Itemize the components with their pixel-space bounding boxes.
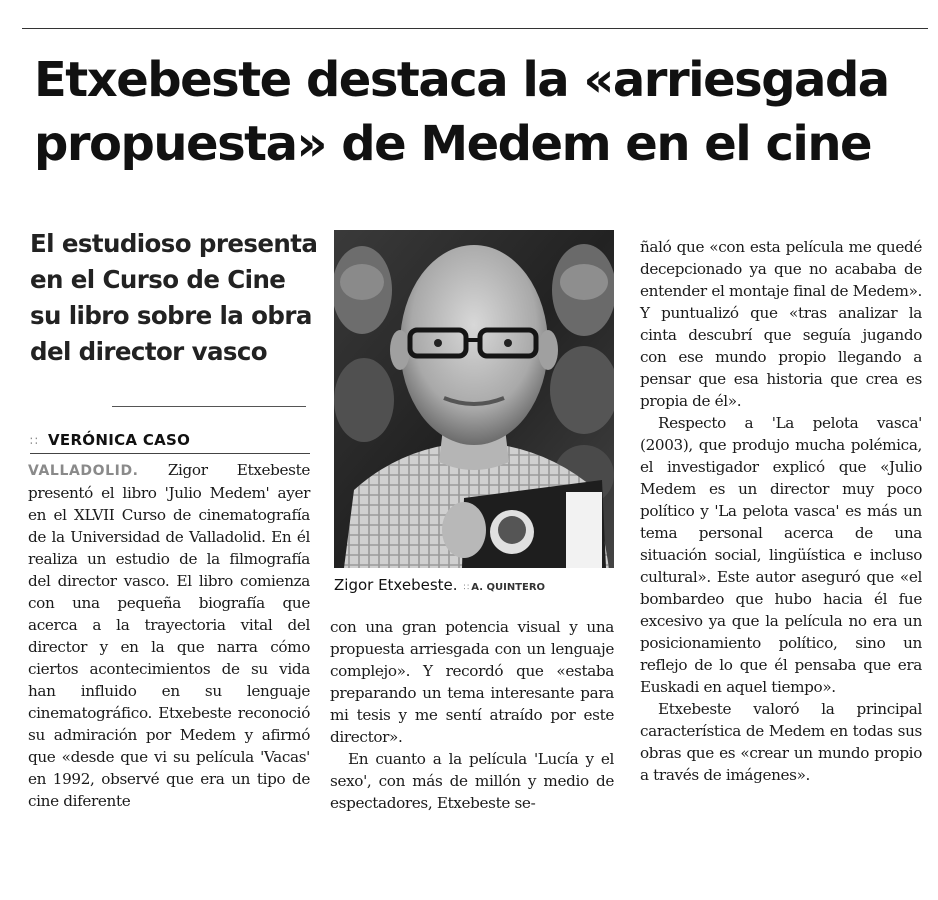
column-3-paragraph-1: ñaló que «con esta película me quedé decepcionado ya que no acababa de entender el montaje final de Medem». Y puntualizó que «tras analizar la cinta descubrí que seguía jugando con ese mundo propio llegando a pensar que esa historia que crea es propia de él». — [640, 238, 922, 410]
headline: Etxebeste destaca la «arriesgada propuesta» de Medem en el cine — [34, 52, 889, 172]
portrait-image — [334, 230, 614, 568]
column-2 — [330, 616, 614, 814]
column-1-text: Zigor Etxebeste presentó el libro 'Julio Medem' ayer en el XLVII Curso de cinematografía de la Universidad de Valladolid. En él realiza un estudio de la filmografía del director vasco. El libro comienza con una pequeña biografía que acerca a la trayectoria vital del director y en la que narra cómo ciertos acontecimientos de su vida han influido en su lenguaje cinematográfico. Etxebeste reconoció su admiración por Medem y afirmó que «desde que vi su película 'Vacas' en 1992, observé que era un tipo de cine diferente — [28, 461, 310, 810]
caption-text: Zigor Etxebeste. — [334, 576, 458, 594]
column-1-paragraph — [28, 459, 310, 812]
column-3-paragraph-3: Etxebeste valoró la principal característica de Medem en todas sus obras que es «crear un mundo propio a través de imágenes». — [640, 700, 922, 784]
photo-credit: A. QUINTERO — [471, 582, 546, 593]
subheadline-rule — [112, 406, 306, 407]
top-rule — [22, 28, 928, 29]
photo-caption — [334, 575, 624, 597]
column-1 — [28, 459, 310, 812]
byline: VERÓNICA CASO — [48, 431, 191, 449]
double-colon-icon: ∷ — [463, 583, 470, 593]
dateline: VALLADOLID. — [28, 463, 139, 479]
column-2-paragraph-2: En cuanto a la película 'Lucía y el sexo', con más de millón y medio de espectadores, Etxebeste se- — [330, 750, 614, 812]
column-3-paragraph-2: Respecto a 'La pelota vasca' (2003), que produjo mucha polémica, el investigador explicó que «Julio Medem es un director muy poco político y 'La pelota vasca' es más un tema personal acerca de una situación social, lingüística e incluso cultural». Este autor aseguró que «el bombardeo que hubo hacia él fue excesivo ya que la película no era un posicionamiento político, sino un reflejo de lo que él pensaba que era Euskadi en aquel tiempo». — [640, 414, 922, 696]
column-2-paragraph-1: con una gran potencia visual y una propuesta arriesgada con un lenguaje complejo». Y recordó que «estaba preparando un tema interesante para mi tesis y me sentí atraído por este director». — [330, 618, 614, 746]
byline-row — [30, 431, 310, 454]
double-colon-icon: ∷ — [30, 434, 36, 448]
subheadline: El estudioso presenta en el Curso de Cine su libro sobre la obra del director vasco — [30, 229, 318, 366]
column-3 — [640, 236, 922, 786]
portrait-photo — [334, 230, 614, 568]
